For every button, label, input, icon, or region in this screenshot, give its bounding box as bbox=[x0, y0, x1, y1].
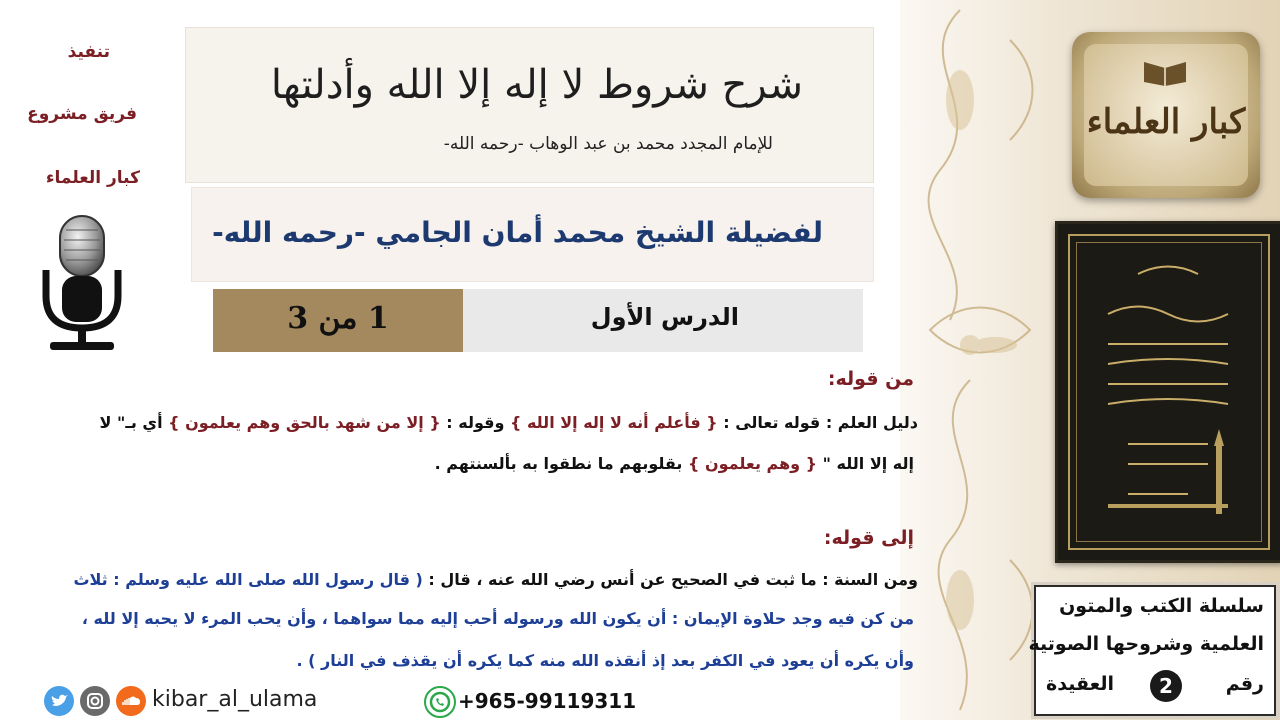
lesson-box bbox=[463, 289, 863, 352]
section-1-line-1-a: دليل العلم : قوله تعالى : bbox=[717, 413, 918, 432]
open-book-icon bbox=[1142, 54, 1188, 86]
section-1-line-1 bbox=[100, 413, 918, 432]
credit-line-3: كبار العلماء bbox=[45, 168, 140, 188]
logo-text: كبار العلماء bbox=[1086, 102, 1246, 142]
section-2-heading: إلى قوله: bbox=[823, 527, 914, 549]
section-2-line-1-a: ومن السنة : ما ثبت في الصحيح عن أنس رضي الله عنه ، قال : bbox=[422, 570, 918, 589]
social-handle[interactable]: kibar_al_ulama bbox=[152, 687, 318, 712]
section-1-line-1-c: أي بـ" لا bbox=[99, 413, 169, 432]
title-box bbox=[185, 27, 874, 183]
series-line-1: سلسلة الكتب والمتون bbox=[1059, 595, 1264, 617]
series-category: العقيدة bbox=[1046, 673, 1114, 695]
section-1-line-1-b: وقوله : bbox=[440, 413, 510, 432]
book-cover-image bbox=[1055, 221, 1280, 563]
instagram-icon[interactable] bbox=[80, 686, 110, 716]
whatsapp-icon[interactable] bbox=[424, 686, 456, 718]
series-number-badge: 2 bbox=[1150, 670, 1182, 702]
section-1-line-2-a: إله إلا الله " bbox=[817, 454, 914, 473]
hadith-text-3: وأن يكره أن يعود في الكفر بعد إذ أنقذه الله منه كما يكره أن يقذف في النار ) . bbox=[296, 651, 914, 670]
part-label: 1 من 3 bbox=[287, 301, 389, 336]
sheikh-name: لفضيلة الشيخ محمد أمان الجامي -رحمه الله- bbox=[212, 216, 823, 249]
lesson-label: الدرس الأول bbox=[590, 303, 739, 331]
series-number-label: رقم bbox=[1225, 673, 1264, 695]
soundcloud-icon[interactable] bbox=[116, 686, 146, 716]
series-line-2: العلمية وشروحها الصوتية bbox=[1028, 633, 1264, 655]
section-1-heading: من قوله: bbox=[827, 368, 914, 390]
page-title: شرح شروط لا إله إلا الله وأدلتها bbox=[270, 62, 803, 108]
credit-line-1: تنفيذ bbox=[67, 42, 110, 62]
logo-inner bbox=[1084, 44, 1248, 186]
kibar-ulama-logo bbox=[1072, 32, 1260, 198]
section-1-line-2 bbox=[435, 454, 914, 473]
phone-number[interactable]: +965-99119311 bbox=[458, 689, 637, 713]
page-subtitle: للإمام المجدد محمد بن عبد الوهاب -رحمه الله- bbox=[443, 134, 773, 154]
quran-quote-2: { إلا من شهد بالحق وهم يعلمون } bbox=[168, 413, 441, 432]
hadith-text-2: من كن فيه وجد حلاوة الإيمان : أن يكون الله ورسوله أحب إليه مما سواهما ، وأن يحب المرء لا يحبه إلا لله ، bbox=[81, 609, 914, 628]
quran-quote-3: { وهم يعلمون } bbox=[688, 454, 818, 473]
sheikh-box bbox=[191, 187, 874, 282]
part-box bbox=[213, 289, 463, 352]
hadith-text-1: ( قال رسول الله صلى الله عليه وسلم : ثلاث bbox=[73, 570, 423, 589]
section-2-line-1 bbox=[73, 570, 918, 589]
series-info-box bbox=[1028, 585, 1276, 716]
twitter-icon[interactable] bbox=[44, 686, 74, 716]
credit-line-2: فريق مشروع bbox=[27, 104, 137, 124]
microphone-icon bbox=[36, 210, 128, 356]
section-1-line-2-b: بقلوبهم ما نطقوا به بألسنتهم . bbox=[434, 454, 688, 473]
quran-quote-1: { فأعلم أنه لا إله إلا الله } bbox=[509, 413, 718, 432]
book-calligraphy-graphic bbox=[1088, 254, 1248, 534]
